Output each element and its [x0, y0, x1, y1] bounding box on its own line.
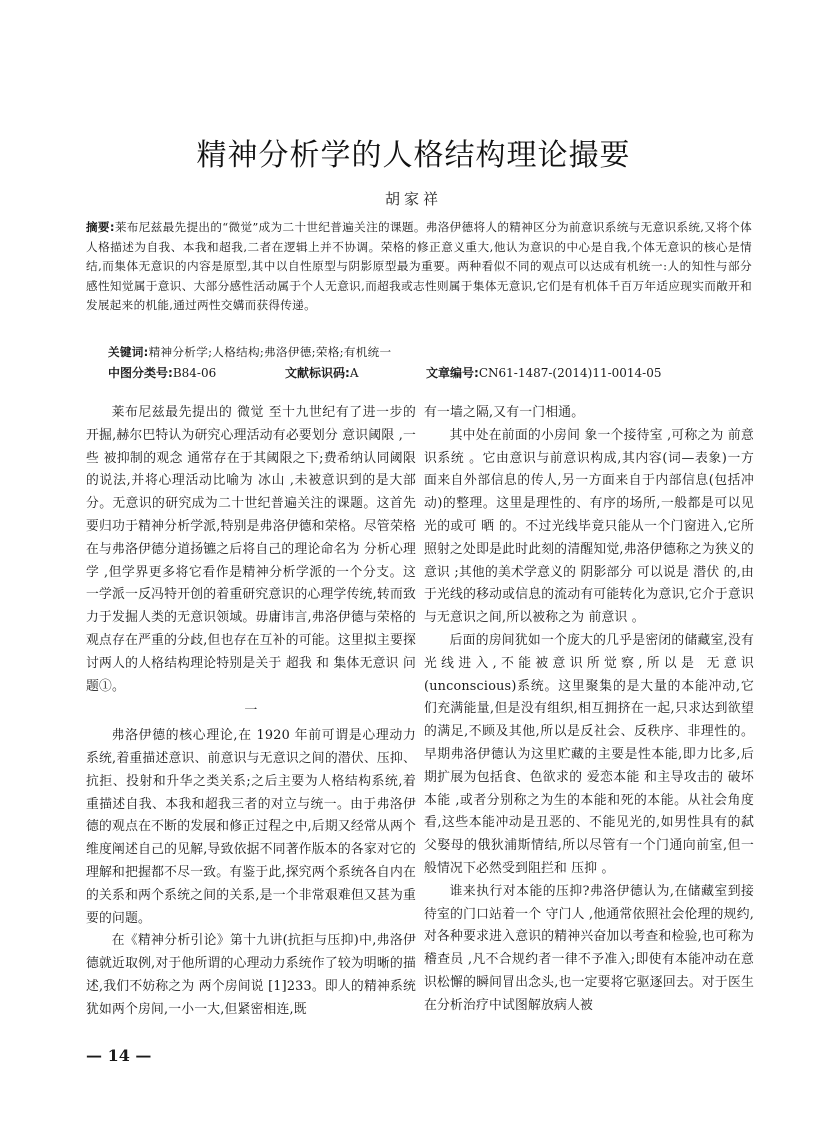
paragraph: 莱布尼兹最先提出的 微觉 至十九世纪有了进一步的开掘,赫尔巴特认为研究心理活动有必要划分 意识阈限 ,一些 被抑制的观念 通常存在于其阈限之下;费希纳认同阈限的说法,并将心理活动比喻为 冰山 ,未被意识到的是大部分。无意识的研究成为二十世纪普遍关注的课题。这首先要归功于精神分析学派,特别是弗洛伊德和荣格。尽管荣格在与弗洛伊德分道扬镳之后将自己的理论命名为 分析心理学 ,但学界更多将它看作是精神分析学派的一个分支。这一学派一反冯特开创的着重研究意识的心理学传统,转而致力于发掘人类的无意识领域。毋庸讳言,弗洛伊德与荣格的观点存在严重的分歧,但也存在互补的可能。这里拟主要探讨两人的人格结构理论特别是关于 超我 和 集体无意识 问题①。 [86, 405, 416, 694]
doc-value: A [349, 366, 359, 380]
abstract [86, 218, 752, 316]
article-label: 文章编号: [426, 366, 479, 380]
paragraph: 有一墙之隔,又有一门相通。 [424, 405, 585, 420]
abstract-text: 莱布尼兹最先提出的“微觉”成为二十世纪普遍关注的课题。弗洛伊德将人的精神区分为前意识系统与无意识系统,又将个体人格描述为自我、本我和超我,二者在逻辑上并不协调。荣格的修正意义重大,他认为意识的中心是自我,个体无意识的核心是情结,而集体无意识的内容是原型,其中以自性原型与阴影原型最为重要。两种看似不同的观点可以达成有机统一:人的知性与部分感性知觉属于意识、大部分感性活动属于个人无意识,而超我或志性则属于集体无意识,它们是有机体千百万年适应现实而敞开和发展起来的机能,通过两性交媾而获得传递。 [86, 220, 752, 312]
clc-value: B84-06 [172, 366, 217, 380]
article-title: 精神分析学的人格结构理论撮要 [196, 138, 631, 173]
paragraph: 后面的房间犹如一个庞大的几乎是密闭的储藏室,没有光线进入,不能被意识所觉察,所以是 无意识(unconscious)系统。这里聚集的是大量的本能冲动,它们充满能量,但是没有组织,相互拥挤在一起,只求达到欲望的满足,不顾及其他,所以是反社会、反秩序、非理性的。早期弗洛伊德认为这里贮藏的主要是性本能,即力比多,后期扩展为包括食、色欲求的 爱恋本能 和主导攻击的 破坏本能 ,或者分别称之为生的本能和死的本能。从社会角度看,这些本能冲动是丑恶的、不能见光的,如男性具有的弑父娶母的俄狄浦斯情结,所以尽管有一个门通向前室,但一般情况下必然受到阻拦和 压抑 。 [424, 632, 754, 876]
clc-label: 中图分类号: [108, 366, 173, 380]
paragraph: 弗洛伊德的核心理论,在 1920 年前可谓是心理动力系统,着重描述意识、前意识与无意识之间的潜伏、压抑、抗拒、投射和升华之类关系;之后主要为人格结构系统,着重描述自我、本我和超我三者的对立与统一。由于弗洛伊德的观点在不断的发展和修正过程之中,后期又经常从两个维度阐述自己的见解,导致依据不同著作版本的各家对它的理解和把握都不尽一致。有鉴于此,探究两个系统各自内在的关系和两个系统之间的关系,是一个非常艰难但又甚为重要的问题。 [86, 728, 416, 926]
keywords-text: 精神分析学;人格结构;弗洛伊德;荣格;有机统一 [148, 345, 392, 359]
article-value: CN61-1487-(2014)11-0014-05 [478, 366, 662, 380]
page-number: — 14 — [86, 1046, 152, 1065]
paragraph: 谁来执行对本能的压抑?弗洛伊德认为,在储藏室到接待室的门口站着一个 守门人 ,他通常依照社会伦理的规约,对各种要求进入意识的精神兴奋加以考查和检验,也可称为 稽查员 ,凡不合规约者一律不予准入;即使有本能冲动在意识松懈的瞬间冒出念头,也一定要将它驱逐回去。对于医生在分析治疗中试图解放病人被 [424, 883, 754, 1013]
right-column [424, 402, 754, 1018]
paragraph: 其中处在前面的小房间 象一个接待室 ,可称之为 前意识系统 。它由意识与前意识构成,其内容(词—表象)一方面来自外部信息的传人,另一方面来自于内部信息(包括冲动)的整理。这里是理性的、有序的场所,一般都是可以见光的或可 晒 的。不过光线毕竟只能从一个门窗进入,它所照射之处即是此时此刻的清醒知觉,弗洛伊德称之为狭义的 意识 ;其他的美术学意义的 阴影部分 可以说是 潜伏 的,由于光线的移动或信息的流动有可能转化为意识,它介于意识与无意识之间,所以被称之为 前意识 。 [424, 427, 754, 626]
document-code [285, 364, 358, 382]
keywords-label: 关键词: [108, 345, 149, 359]
article-author: 胡家祥 [384, 190, 442, 208]
paragraph: 在《精神分析引论》第十九讲(抗拒与压抑)中,弗洛伊德就近取例,对于他所谓的心理动力系统作了较为明晰的描述,我们不妨称之为 两个房间说 [1]233。即人的精神系统犹如两个房间,一小一大,但紧密相连,既 [86, 933, 416, 1017]
abstract-label: 摘要: [86, 220, 115, 234]
section-heading: 一 [244, 703, 258, 719]
clc-number [108, 364, 216, 382]
keywords [108, 343, 748, 361]
left-column [86, 402, 416, 1022]
article-meta [108, 364, 748, 382]
article-number [426, 364, 662, 382]
doc-label: 文献标识码: [285, 366, 350, 380]
